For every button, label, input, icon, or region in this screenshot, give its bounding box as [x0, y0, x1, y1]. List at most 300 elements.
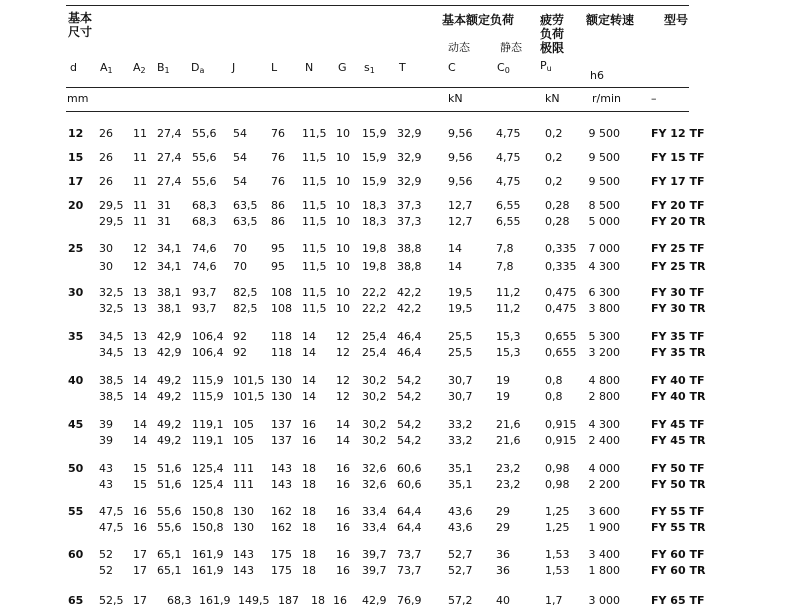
cell-n: 16 [302, 434, 316, 447]
cell-des: FY 55 TR [651, 521, 706, 534]
cell-da: 74,6 [192, 260, 217, 273]
cell-n: 18 [302, 478, 316, 491]
cell-g: 10 [336, 242, 350, 255]
cell-speed: 9 500 [588, 175, 620, 188]
cell-j: 111 [233, 478, 254, 491]
cell-a1: 38,5 [99, 374, 124, 387]
cell-g: 12 [336, 390, 350, 403]
col-symbol-da: $D_a$ [191, 61, 205, 75]
cell-l: 143 [271, 462, 292, 475]
cell-speed: 7 000 [588, 242, 620, 255]
cell-n: 18 [311, 594, 325, 607]
cell-pu: 1,25 [545, 521, 570, 534]
cell-n: 11,5 [302, 151, 327, 164]
cell-des: FY 30 TF [651, 286, 705, 299]
cell-pu: 0,335 [545, 242, 577, 255]
cell-da: 55,6 [192, 175, 217, 188]
cell-speed: 3 600 [588, 505, 620, 518]
cell-da: 68,3 [192, 215, 217, 228]
cell-j: 92 [233, 330, 247, 343]
cell-c: 9,56 [448, 175, 473, 188]
designation-group-heading: 型号 [664, 13, 689, 27]
cell-c0: 36 [496, 564, 510, 577]
cell-a2: 13 [133, 330, 147, 343]
cell-g: 10 [336, 127, 350, 140]
cell-d: 20 [68, 199, 84, 212]
cell-s1: 33,4 [362, 521, 387, 534]
cell-l: 162 [271, 521, 292, 534]
cell-t: 54,2 [397, 434, 422, 447]
top-rule [66, 5, 689, 6]
cell-des: FY 40 TF [651, 374, 705, 387]
cell-c: 43,6 [448, 505, 473, 518]
cell-j: 130 [233, 521, 254, 534]
cell-d: 45 [68, 418, 84, 431]
cell-des: FY 50 TR [651, 478, 706, 491]
cell-n: 18 [302, 462, 316, 475]
cell-a2: 14 [133, 418, 147, 431]
cell-des: FY 15 TF [651, 151, 705, 164]
col-symbol-l: L [271, 61, 278, 74]
cell-s1: 42,9 [362, 594, 387, 607]
cell-l: 130 [271, 390, 292, 403]
load-group-heading: 基本额定负荷 [442, 13, 515, 27]
cell-pu: 0,28 [545, 199, 570, 212]
cell-speed: 4 300 [588, 260, 620, 273]
cell-b1: 38,1 [157, 286, 182, 299]
cell-a2: 14 [133, 390, 147, 403]
cell-g: 10 [336, 286, 350, 299]
cell-g: 12 [336, 346, 350, 359]
cell-c: 12,7 [448, 215, 473, 228]
cell-c0: 11,2 [496, 302, 521, 315]
cell-a1: 52 [99, 564, 113, 577]
cell-t: 46,4 [397, 330, 422, 343]
cell-n: 18 [302, 505, 316, 518]
cell-da: 55,6 [192, 151, 217, 164]
cell-b1: 27,4 [157, 175, 182, 188]
cell-g: 14 [336, 434, 350, 447]
cell-speed: 2 400 [588, 434, 620, 447]
cell-c0: 4,75 [496, 127, 521, 140]
cell-s1: 15,9 [362, 151, 387, 164]
cell-a1: 38,5 [99, 390, 124, 403]
cell-l: 175 [271, 564, 292, 577]
cell-speed: 5 000 [588, 215, 620, 228]
cell-speed: 4 300 [588, 418, 620, 431]
cell-s1: 18,3 [362, 199, 387, 212]
cell-b1: 68,3 [167, 594, 192, 607]
cell-j: 54 [233, 151, 247, 164]
cell-s1: 18,3 [362, 215, 387, 228]
cell-des: FY 17 TF [651, 175, 705, 188]
cell-j: 63,5 [233, 215, 258, 228]
dims-group-heading: 基本尺寸 [68, 11, 93, 39]
cell-a2: 11 [133, 215, 147, 228]
cell-da: 106,4 [192, 346, 224, 359]
cell-a2: 15 [133, 478, 147, 491]
cell-s1: 32,6 [362, 478, 387, 491]
speed-group-heading: 额定转速 [586, 13, 635, 27]
cell-n: 11,5 [302, 242, 327, 255]
cell-g: 10 [336, 199, 350, 212]
cell-des: FY 20 TF [651, 199, 705, 212]
cell-a1: 30 [99, 242, 113, 255]
cell-c0: 11,2 [496, 286, 521, 299]
cell-speed: 3 800 [588, 302, 620, 315]
cell-a1: 39 [99, 418, 113, 431]
cell-g: 10 [336, 215, 350, 228]
cell-j: 143 [233, 564, 254, 577]
cell-c0: 36 [496, 548, 510, 561]
cell-t: 32,9 [397, 175, 422, 188]
col-symbol-pu: $P_u$ [540, 59, 552, 73]
shaft-tolerance-label: h6 [590, 69, 604, 82]
cell-a2: 12 [133, 260, 147, 273]
cell-d: 35 [68, 330, 84, 343]
cell-a1: 29,5 [99, 199, 124, 212]
cell-s1: 25,4 [362, 346, 387, 359]
cell-l: 76 [271, 127, 285, 140]
cell-c0: 21,6 [496, 418, 521, 431]
cell-g: 16 [336, 478, 350, 491]
cell-c: 52,7 [448, 548, 473, 561]
cell-s1: 32,6 [362, 462, 387, 475]
cell-s1: 30,2 [362, 434, 387, 447]
cell-t: 54,2 [397, 418, 422, 431]
cell-g: 16 [336, 462, 350, 475]
cell-a1: 34,5 [99, 330, 124, 343]
cell-s1: 30,2 [362, 390, 387, 403]
col-symbol-s1: $s_1$ [364, 61, 375, 75]
cell-t: 60,6 [397, 478, 422, 491]
cell-j: 101,5 [233, 374, 265, 387]
unit-mm: mm [67, 92, 89, 105]
cell-pu: 0,98 [545, 462, 570, 475]
cell-des: FY 12 TF [651, 127, 705, 140]
cell-a2: 17 [133, 564, 147, 577]
cell-c0: 40 [496, 594, 510, 607]
cell-speed: 6 300 [588, 286, 620, 299]
cell-speed: 4 000 [588, 462, 620, 475]
cell-a2: 16 [133, 505, 147, 518]
cell-da: 125,4 [192, 478, 224, 491]
cell-s1: 39,7 [362, 564, 387, 577]
cell-s1: 33,4 [362, 505, 387, 518]
cell-des: FY 35 TR [651, 346, 706, 359]
cell-a2: 13 [133, 346, 147, 359]
cell-c: 14 [448, 260, 462, 273]
col-symbol-n: N [305, 61, 314, 74]
cell-c0: 21,6 [496, 434, 521, 447]
cell-c: 57,2 [448, 594, 473, 607]
cell-a2: 15 [133, 462, 147, 475]
cell-da: 161,9 [199, 594, 231, 607]
cell-da: 150,8 [192, 521, 224, 534]
cell-s1: 30,2 [362, 418, 387, 431]
cell-des: FY 30 TR [651, 302, 706, 315]
cell-j: 101,5 [233, 390, 265, 403]
cell-pu: 0,915 [545, 434, 577, 447]
cell-des: FY 45 TF [651, 418, 705, 431]
cell-da: 115,9 [192, 374, 224, 387]
cell-a1: 32,5 [99, 286, 124, 299]
cell-c0: 7,8 [496, 260, 514, 273]
cell-des: FY 25 TF [651, 242, 705, 255]
cell-speed: 3 200 [588, 346, 620, 359]
cell-c0: 23,2 [496, 478, 521, 491]
cell-c0: 6,55 [496, 199, 521, 212]
cell-t: 42,2 [397, 286, 422, 299]
cell-c: 25,5 [448, 346, 473, 359]
cell-a1: 29,5 [99, 215, 124, 228]
cell-a2: 11 [133, 151, 147, 164]
cell-c0: 4,75 [496, 175, 521, 188]
cell-des: FY 55 TF [651, 505, 705, 518]
cell-b1: 65,1 [157, 564, 182, 577]
cell-t: 46,4 [397, 346, 422, 359]
cell-l: 95 [271, 260, 285, 273]
cell-c0: 15,3 [496, 330, 521, 343]
cell-a1: 39 [99, 434, 113, 447]
col-symbol-t: T [399, 61, 406, 74]
cell-t: 54,2 [397, 374, 422, 387]
cell-c0: 6,55 [496, 215, 521, 228]
cell-b1: 51,6 [157, 462, 182, 475]
cell-l: 162 [271, 505, 292, 518]
cell-pu: 0,915 [545, 418, 577, 431]
cell-pu: 1,53 [545, 564, 570, 577]
cell-d: 15 [68, 151, 84, 164]
cell-j: 70 [233, 242, 247, 255]
cell-t: 64,4 [397, 521, 422, 534]
col-symbol-g: G [338, 61, 347, 74]
cell-des: FY 35 TF [651, 330, 705, 343]
cell-t: 64,4 [397, 505, 422, 518]
cell-speed: 2 800 [588, 390, 620, 403]
cell-l: 175 [271, 548, 292, 561]
cell-g: 16 [336, 564, 350, 577]
cell-a2: 13 [133, 286, 147, 299]
cell-a2: 17 [133, 548, 147, 561]
cell-a1: 26 [99, 127, 113, 140]
cell-b1: 31 [157, 199, 171, 212]
cell-d: 25 [68, 242, 84, 255]
cell-c: 33,2 [448, 434, 473, 447]
cell-l: 76 [271, 151, 285, 164]
cell-t: 76,9 [397, 594, 422, 607]
cell-speed: 1 900 [588, 521, 620, 534]
cell-t: 42,2 [397, 302, 422, 315]
cell-l: 143 [271, 478, 292, 491]
fatigue-group-heading: 疲劳负荷极限 [540, 13, 565, 55]
cell-s1: 19,8 [362, 242, 387, 255]
cell-t: 54,2 [397, 390, 422, 403]
cell-g: 12 [336, 374, 350, 387]
cell-j: 130 [233, 505, 254, 518]
cell-c: 43,6 [448, 521, 473, 534]
cell-t: 37,3 [397, 199, 422, 212]
cell-t: 38,8 [397, 260, 422, 273]
unit-kn-load: kN [448, 92, 463, 105]
cell-da: 93,7 [192, 286, 217, 299]
cell-da: 161,9 [192, 548, 224, 561]
cell-t: 32,9 [397, 127, 422, 140]
cell-da: 55,6 [192, 127, 217, 140]
cell-t: 60,6 [397, 462, 422, 475]
cell-b1: 27,4 [157, 151, 182, 164]
cell-s1: 15,9 [362, 127, 387, 140]
cell-da: 93,7 [192, 302, 217, 315]
cell-b1: 55,6 [157, 505, 182, 518]
cell-da: 68,3 [192, 199, 217, 212]
cell-s1: 30,2 [362, 374, 387, 387]
cell-t: 73,7 [397, 548, 422, 561]
cell-b1: 42,9 [157, 346, 182, 359]
cell-g: 10 [336, 151, 350, 164]
cell-c: 52,7 [448, 564, 473, 577]
cell-c: 12,7 [448, 199, 473, 212]
cell-a1: 43 [99, 478, 113, 491]
cell-a2: 11 [133, 199, 147, 212]
cell-g: 16 [336, 548, 350, 561]
cell-pu: 0,8 [545, 390, 563, 403]
cell-c: 35,1 [448, 462, 473, 475]
cell-n: 11,5 [302, 286, 327, 299]
cell-a1: 47,5 [99, 505, 124, 518]
cell-n: 14 [302, 330, 316, 343]
cell-d: 60 [68, 548, 84, 561]
cell-c: 30,7 [448, 390, 473, 403]
cell-a1: 30 [99, 260, 113, 273]
cell-c: 14 [448, 242, 462, 255]
cell-c: 19,5 [448, 286, 473, 299]
cell-des: FY 50 TF [651, 462, 705, 475]
cell-s1: 22,2 [362, 302, 387, 315]
cell-pu: 0,475 [545, 302, 577, 315]
cell-speed: 8 500 [588, 199, 620, 212]
cell-a2: 11 [133, 175, 147, 188]
static-label: 静态 [500, 41, 522, 54]
cell-j: 70 [233, 260, 247, 273]
cell-speed: 9 500 [588, 151, 620, 164]
cell-c: 19,5 [448, 302, 473, 315]
cell-pu: 0,8 [545, 374, 563, 387]
cell-n: 11,5 [302, 302, 327, 315]
cell-c: 9,56 [448, 127, 473, 140]
cell-speed: 3 400 [588, 548, 620, 561]
col-symbol-c: C [448, 61, 456, 74]
cell-j: 63,5 [233, 199, 258, 212]
cell-g: 12 [336, 330, 350, 343]
cell-j: 105 [233, 418, 254, 431]
cell-g: 16 [336, 505, 350, 518]
cell-c0: 19 [496, 374, 510, 387]
cell-des: FY 25 TR [651, 260, 706, 273]
cell-pu: 0,98 [545, 478, 570, 491]
cell-l: 130 [271, 374, 292, 387]
cell-da: 106,4 [192, 330, 224, 343]
cell-b1: 31 [157, 215, 171, 228]
cell-c0: 19 [496, 390, 510, 403]
unit-rpm: r/min [592, 92, 621, 105]
cell-b1: 42,9 [157, 330, 182, 343]
cell-s1: 39,7 [362, 548, 387, 561]
cell-da: 161,9 [192, 564, 224, 577]
cell-pu: 1,7 [545, 594, 563, 607]
cell-des: FY 60 TR [651, 564, 706, 577]
cell-speed: 5 300 [588, 330, 620, 343]
cell-j: 82,5 [233, 286, 258, 299]
cell-pu: 0,475 [545, 286, 577, 299]
cell-b1: 49,2 [157, 418, 182, 431]
cell-c0: 15,3 [496, 346, 521, 359]
cell-pu: 0,655 [545, 346, 577, 359]
cell-a1: 47,5 [99, 521, 124, 534]
cell-l: 86 [271, 199, 285, 212]
cell-des: FY 60 TF [651, 548, 705, 561]
cell-a1: 52,5 [99, 594, 124, 607]
cell-n: 14 [302, 390, 316, 403]
cell-da: 119,1 [192, 418, 224, 431]
units-rule [66, 111, 689, 112]
cell-l: 137 [271, 434, 292, 447]
cell-a1: 34,5 [99, 346, 124, 359]
cell-c0: 4,75 [496, 151, 521, 164]
cell-c0: 29 [496, 505, 510, 518]
cell-pu: 0,335 [545, 260, 577, 273]
cell-des: FY 40 TR [651, 390, 706, 403]
cell-n: 14 [302, 374, 316, 387]
cell-n: 18 [302, 548, 316, 561]
col-symbol-j: J [232, 61, 236, 74]
cell-pu: 0,28 [545, 215, 570, 228]
cell-b1: 51,6 [157, 478, 182, 491]
dynamic-label: 动态 [448, 41, 470, 54]
cell-j: 92 [233, 346, 247, 359]
cell-n: 14 [302, 346, 316, 359]
cell-a2: 12 [133, 242, 147, 255]
cell-g: 16 [336, 521, 350, 534]
col-symbol-d: d [70, 61, 77, 74]
cell-g: 10 [336, 302, 350, 315]
cell-c: 9,56 [448, 151, 473, 164]
cell-b1: 49,2 [157, 390, 182, 403]
cell-b1: 34,1 [157, 260, 182, 273]
col-symbol-a1: $A_1$ [100, 61, 113, 75]
cell-c: 30,7 [448, 374, 473, 387]
unit-kn-fatigue: kN [545, 92, 560, 105]
cell-speed: 4 800 [588, 374, 620, 387]
cell-n: 11,5 [302, 127, 327, 140]
cell-l: 137 [271, 418, 292, 431]
cell-l: 187 [278, 594, 299, 607]
cell-n: 16 [302, 418, 316, 431]
cell-pu: 0,2 [545, 175, 563, 188]
col-symbol-c0: $C_0$ [497, 61, 510, 75]
cell-j: 82,5 [233, 302, 258, 315]
cell-a1: 32,5 [99, 302, 124, 315]
cell-a2: 14 [133, 374, 147, 387]
cell-da: 125,4 [192, 462, 224, 475]
cell-b1: 38,1 [157, 302, 182, 315]
cell-l: 76 [271, 175, 285, 188]
cell-s1: 25,4 [362, 330, 387, 343]
cell-l: 86 [271, 215, 285, 228]
cell-l: 118 [271, 346, 292, 359]
cell-b1: 55,6 [157, 521, 182, 534]
cell-pu: 0,655 [545, 330, 577, 343]
